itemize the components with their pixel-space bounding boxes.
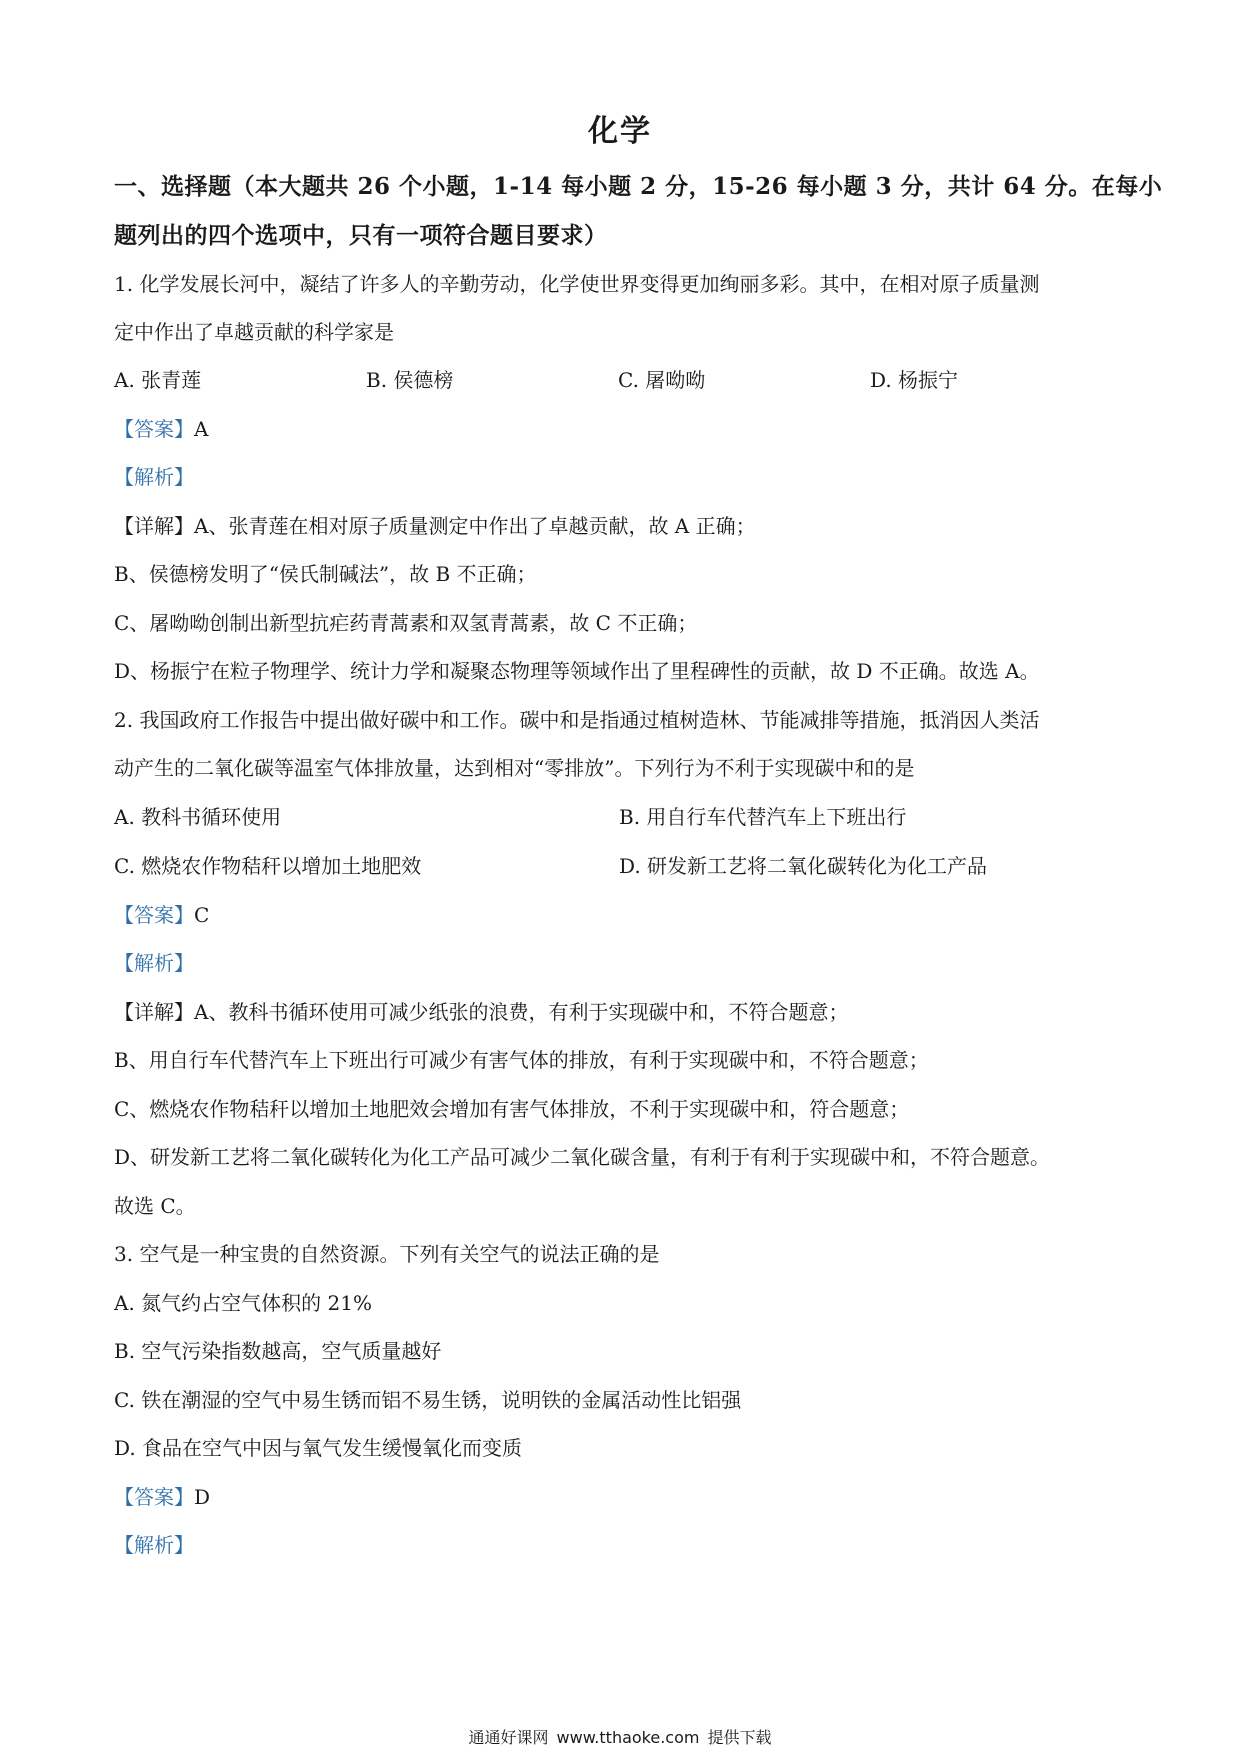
analysis-tag: 【解析】 — [114, 465, 194, 489]
detail-tag: 【详解】 — [114, 1000, 194, 1024]
q2-detail-a-text: A、教科书循环使用可减少纸张的浪费，有利于实现碳中和，不符合题意； — [194, 1000, 849, 1024]
q1-options — [114, 364, 1124, 393]
q3-option-d: D. 食品在空气中因与氧气发生缓慢氧化而变质 — [114, 1436, 523, 1460]
q1-option-b: B. 侯德榜 — [366, 368, 454, 392]
q1-detail-d: D、杨振宁在粒子物理学、统计力学和凝聚态物理等领域作出了里程碑性的贡献，故 D 不正确。故选 A。 — [114, 659, 1040, 683]
q1-stem-line1: 1. 化学发展长河中，凝结了许多人的辛勤劳动，化学使世界变得更加绚丽多彩。其中，在相对原子质量测 — [114, 272, 1040, 296]
q3-option-c: C. 铁在潮湿的空气中易生锈而铝不易生锈，说明铁的金属活动性比铝强 — [114, 1388, 742, 1412]
q2-option-a: A. 教科书循环使用 — [114, 805, 282, 829]
q1-option-a: A. 张青莲 — [114, 368, 202, 392]
footer-url[interactable]: www.tthaoke.com — [556, 1728, 700, 1747]
q3-option-b: B. 空气污染指数越高，空气质量越好 — [114, 1339, 442, 1363]
q1-answer-value: A — [194, 417, 209, 441]
q1-detail-a — [114, 510, 756, 539]
q2-options-row1 — [114, 801, 1124, 830]
q2-options-row2 — [114, 850, 1124, 879]
q1-option-d: D. 杨振宁 — [870, 368, 959, 392]
q2-detail-conclusion: 故选 C。 — [114, 1194, 196, 1218]
q2-stem-line1: 2. 我国政府工作报告中提出做好碳中和工作。碳中和是指通过植树造林、节能减排等措施，抵消因人类活 — [114, 708, 1040, 732]
answer-tag: 【答案】 — [114, 417, 194, 441]
page-footer — [0, 1725, 1240, 1748]
detail-tag: 【详解】 — [114, 514, 194, 538]
q1-stem-line2: 定中作出了卓越贡献的科学家是 — [114, 320, 394, 344]
answer-tag: 【答案】 — [114, 903, 194, 927]
section-header-line1: 一、选择题（本大题共 26 个小题，1-14 每小题 2 分，15-26 每小题 3 分，共计 64 分。在每小 — [114, 173, 1163, 200]
page-title: 化学 — [588, 114, 652, 149]
q2-detail-c: C、燃烧农作物秸秆以增加土地肥效会增加有害气体排放，不利于实现碳中和，符合题意； — [114, 1097, 910, 1121]
q1-detail-b: B、侯德榜发明了“侯氏制碱法”，故 B 不正确； — [114, 562, 537, 586]
q1-option-c: C. 屠呦呦 — [618, 368, 706, 392]
q2-stem-line2: 动产生的二氧化碳等温室气体排放量，达到相对“零排放”。下列行为不利于实现碳中和的是 — [114, 756, 915, 780]
q2-option-c: C. 燃烧农作物秸秆以增加土地肥效 — [114, 854, 422, 878]
q1-detail-a-text: A、张青莲在相对原子质量测定中作出了卓越贡献，故 A 正确； — [194, 514, 756, 538]
q2-detail-d: D、研发新工艺将二氧化碳转化为化工产品可减少二氧化碳含量，有利于有利于实现碳中和，不符合题意。 — [114, 1145, 1051, 1169]
footer-suffix: 提供下载 — [707, 1728, 772, 1747]
q2-option-b: B. 用自行车代替汽车上下班出行 — [619, 805, 907, 829]
section-header-line2: 题列出的四个选项中，只有一项符合题目要求） — [114, 222, 608, 249]
q2-analysis — [114, 947, 194, 976]
q2-answer-value: C — [194, 903, 210, 927]
q3-answer — [114, 1481, 210, 1510]
q2-detail-a — [114, 996, 848, 1025]
q3-option-a: A. 氮气约占空气体积的 21% — [114, 1291, 372, 1315]
q3-stem: 3. 空气是一种宝贵的自然资源。下列有关空气的说法正确的是 — [114, 1242, 660, 1266]
q3-analysis — [114, 1529, 194, 1558]
q2-detail-b: B、用自行车代替汽车上下班出行可减少有害气体的排放，有利于实现碳中和，不符合题意； — [114, 1048, 929, 1072]
answer-tag: 【答案】 — [114, 1485, 194, 1509]
q1-detail-c: C、屠呦呦创制出新型抗疟药青蒿素和双氢青蒿素，故 C 不正确； — [114, 611, 698, 635]
q1-answer — [114, 413, 208, 442]
q3-answer-value: D — [194, 1485, 211, 1509]
q2-answer — [114, 899, 209, 928]
q2-option-d: D. 研发新工艺将二氧化碳转化为化工产品 — [619, 854, 988, 878]
q1-analysis — [114, 461, 194, 490]
footer-site: 通通好课网 — [468, 1728, 549, 1747]
analysis-tag: 【解析】 — [114, 1533, 194, 1557]
analysis-tag: 【解析】 — [114, 951, 194, 975]
